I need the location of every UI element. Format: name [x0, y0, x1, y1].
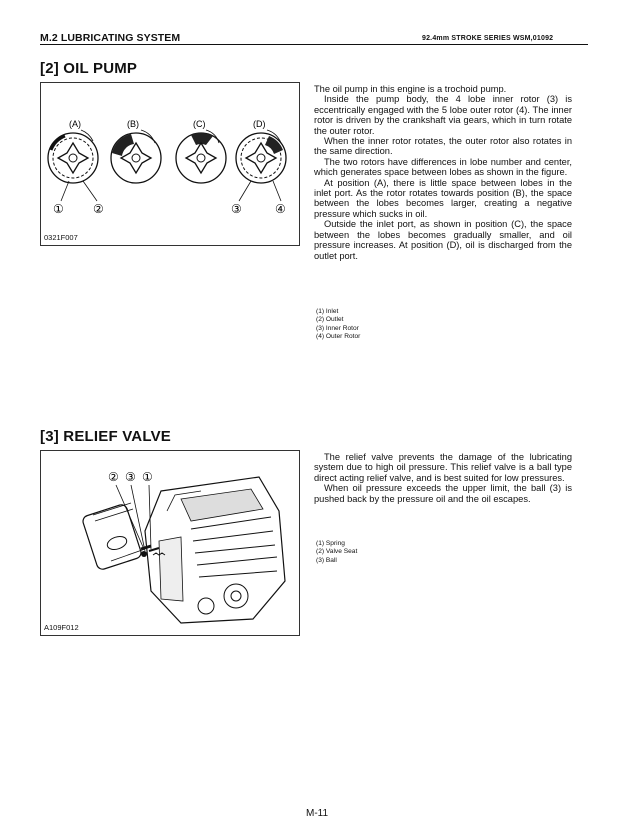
oil-pump-figure-code: 0321F007 — [44, 233, 78, 242]
oil-pump-figure — [40, 82, 300, 246]
legend-item: (3) Inner Rotor — [316, 324, 359, 332]
legend-item: (2) Outlet — [316, 316, 344, 324]
oil-pump-paragraph: The two rotors have differences in lobe number and center, which generates space between lobes as shown in the figure. — [314, 156, 572, 178]
legend-item: (3) Ball — [316, 556, 337, 564]
relief-valve-paragraph: When oil pressure exceeds the upper limit, the ball (3) is pushed back by the pressure oil and the oil escapes. — [314, 483, 572, 504]
oil-pump-description — [314, 84, 572, 261]
relief-valve-description — [314, 452, 572, 504]
callout-2: ② — [108, 470, 119, 484]
legend-item: (1) Spring — [316, 540, 345, 547]
oil-filter-icon — [81, 503, 145, 571]
legend-item: (4) Outer Rotor — [316, 333, 361, 341]
callout-3: ③ — [125, 470, 136, 484]
engine-block-icon — [145, 477, 285, 623]
oil-pump-paragraph: Inside the pump body, the 4 lobe inner rotor (3) is eccentrically engaged with the 5 lobe outer rotor (4). The inner rotor is driven by the crankshaft via gears, which in turn rotate the outer rotor. — [314, 94, 572, 136]
relief-valve-legend — [316, 540, 357, 565]
header-rule — [40, 44, 588, 45]
series-header: 92.4mm STROKE SERIES WSM,01092 — [422, 35, 554, 42]
position-a-label: (A) — [69, 119, 81, 129]
relief-valve-figure — [40, 450, 300, 636]
legend-item: (1) Inlet — [316, 308, 339, 315]
oil-pump-paragraph: When the inner rotor rotates, the outer rotor also rotates in the same direction. — [314, 136, 572, 157]
legend-item: (2) Valve Seat — [316, 548, 358, 556]
oil-pump-paragraph: At position (A), there is little space between lobes in the inlet port. As the rotor rotates towards position (B), the space between the lobes becomes larger, creating a negative pressure which sucks in oil. — [314, 177, 572, 219]
oil-pump-title: [2] OIL PUMP — [40, 60, 138, 77]
position-b-label: (B) — [127, 119, 139, 129]
page-number: M-11 — [306, 808, 329, 819]
position-d-label: (D) — [253, 119, 266, 129]
callout-3: ③ — [231, 202, 242, 216]
section-header: M.2 LUBRICATING SYSTEM — [40, 32, 181, 44]
position-c-label: (C) — [193, 119, 206, 129]
callout-1: ① — [53, 202, 64, 216]
relief-valve-title: [3] RELIEF VALVE — [40, 428, 171, 445]
oil-pump-legend — [316, 308, 360, 342]
oil-pump-paragraph: The oil pump in this engine is a trochoid pump. — [314, 84, 507, 94]
relief-valve-figure-code: A109F012 — [44, 623, 79, 632]
rotor-a-icon — [48, 133, 98, 183]
oil-pump-paragraph: Outside the inlet port, as shown in position (C), the space between the lobes becomes gradually smaller, and oil pressure increases. At position (D), oil is discharged from the outlet port. — [314, 219, 572, 261]
relief-valve-diagram — [41, 451, 299, 635]
callout-2: ② — [93, 202, 104, 216]
oil-pump-diagram — [41, 83, 299, 245]
callout-4: ④ — [275, 202, 286, 216]
rotor-d-icon — [236, 133, 286, 183]
relief-valve-paragraph: The relief valve prevents the damage of the lubricating system due to high oil pressure. This relief valve is a ball type direct acting relief valve, and is best suited for low pressures. — [314, 452, 572, 483]
callout-1: ① — [142, 470, 153, 484]
